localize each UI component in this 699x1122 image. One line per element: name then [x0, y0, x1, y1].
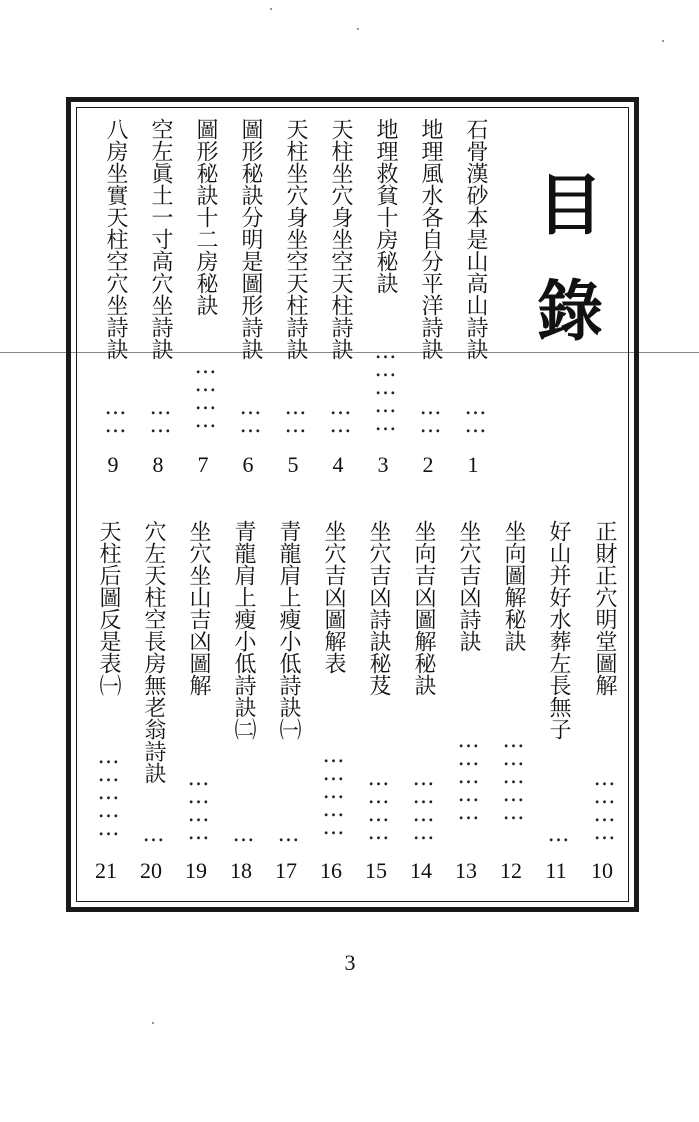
toc-entry-page: 17 [275, 858, 297, 883]
toc-entry-text: 穴左天柱空長房無老翁詩訣 [141, 520, 166, 784]
leader-dots: …………… [321, 743, 346, 833]
toc-title [525, 166, 615, 384]
leader-dots: …… [328, 395, 353, 431]
toc-entry-page: 14 [410, 858, 432, 883]
leader-dots: ………… [592, 766, 617, 838]
toc-entry-text: 地理救貧十房秘訣 [373, 118, 398, 294]
toc-title-char-2: 錄 [537, 272, 603, 350]
toc-entry-page: 8 [152, 452, 164, 477]
toc-entry-page: 6 [242, 452, 254, 477]
toc-entry-text: 青龍肩上瘦小低詩訣㈠ [276, 520, 301, 740]
leader-dots: …………… [501, 728, 526, 818]
leader-dots: …… [103, 395, 128, 431]
scan-speck [662, 40, 664, 42]
leader-dots: …… [283, 395, 308, 431]
toc-entry-page: 15 [365, 858, 387, 883]
toc-entry-page: 1 [467, 452, 479, 477]
scan-speck [152, 1022, 154, 1024]
toc-entry-page: 7 [197, 452, 209, 477]
toc-entry-page: 4 [332, 452, 344, 477]
toc-entry-page: 18 [230, 858, 252, 883]
toc-entry-text: 坐向圖解秘訣 [501, 520, 526, 652]
toc-entry-page: 16 [320, 858, 342, 883]
leader-dots: ………… [193, 354, 218, 426]
toc-entry-page: 13 [455, 858, 477, 883]
toc-entry-page: 10 [591, 858, 613, 883]
toc-entry-text: 坐穴坐山吉凶圖解 [186, 520, 211, 696]
toc-entry-page: 21 [95, 858, 117, 883]
toc-entry-page: 3 [377, 452, 389, 477]
leader-dots: …… [463, 395, 488, 431]
toc-entry-text: 石骨漢砂本是山高山詩訣 [463, 118, 488, 360]
leader-dots: ………… [411, 766, 436, 838]
toc-entry-text: 坐穴吉凶圖解表 [321, 520, 346, 674]
leader-dots: …………… [373, 339, 398, 429]
toc-entry-text: 八房坐實天柱空穴坐詩訣 [103, 118, 128, 360]
leader-dots: …………… [456, 728, 481, 818]
toc-entry-page: 5 [287, 452, 299, 477]
toc-entry-page: 2 [422, 452, 434, 477]
toc-entry-text: 天柱坐穴身坐空天柱詩訣 [283, 118, 308, 360]
toc-title-char-1: 目 [537, 166, 603, 244]
leader-dots: … [276, 822, 301, 840]
toc-entry-text: 坐穴吉凶詩訣秘芨 [366, 520, 391, 696]
leader-dots: …………… [96, 744, 121, 834]
toc-entry-page: 11 [545, 858, 567, 883]
toc-entry-text: 地理風水各自分平洋詩訣 [418, 118, 443, 360]
toc-entry-page: 20 [140, 858, 162, 883]
leader-dots: … [141, 822, 166, 840]
toc-entry-text: 圖形秘訣十二房秘訣 [193, 118, 218, 316]
leader-dots: ………… [186, 766, 211, 838]
leader-dots: …… [418, 395, 443, 431]
leader-dots: …… [148, 395, 173, 431]
toc-entry-text: 青龍肩上瘦小低詩訣㈡ [231, 520, 256, 740]
toc-entry-text: 正財正穴明堂圖解 [592, 520, 617, 696]
leader-dots: … [231, 822, 256, 840]
toc-entry-text: 好山并好水葬左長無子 [546, 520, 571, 740]
toc-entry-text: 坐向吉凶圖解秘訣 [411, 520, 436, 696]
leader-dots: … [546, 822, 571, 840]
leader-dots: …… [238, 395, 263, 431]
toc-entry-text: 空左眞土一寸高穴坐詩訣 [148, 118, 173, 360]
toc-entry-text: 圖形秘訣分明是圖形詩訣 [238, 118, 263, 360]
scan-speck [357, 28, 359, 30]
leader-dots: ………… [366, 766, 391, 838]
toc-entry-page: 19 [185, 858, 207, 883]
toc-entry-page: 9 [107, 452, 119, 477]
scan-speck [270, 8, 272, 10]
toc-entry-page: 12 [500, 858, 522, 883]
toc-entry-text: 坐穴吉凶詩訣 [456, 520, 481, 652]
page-number: 3 [344, 950, 356, 975]
toc-entry-text: 天柱坐穴身坐空天柱詩訣 [328, 118, 353, 360]
toc-entry-text: 天柱后圖反是表㈠ [96, 520, 121, 696]
